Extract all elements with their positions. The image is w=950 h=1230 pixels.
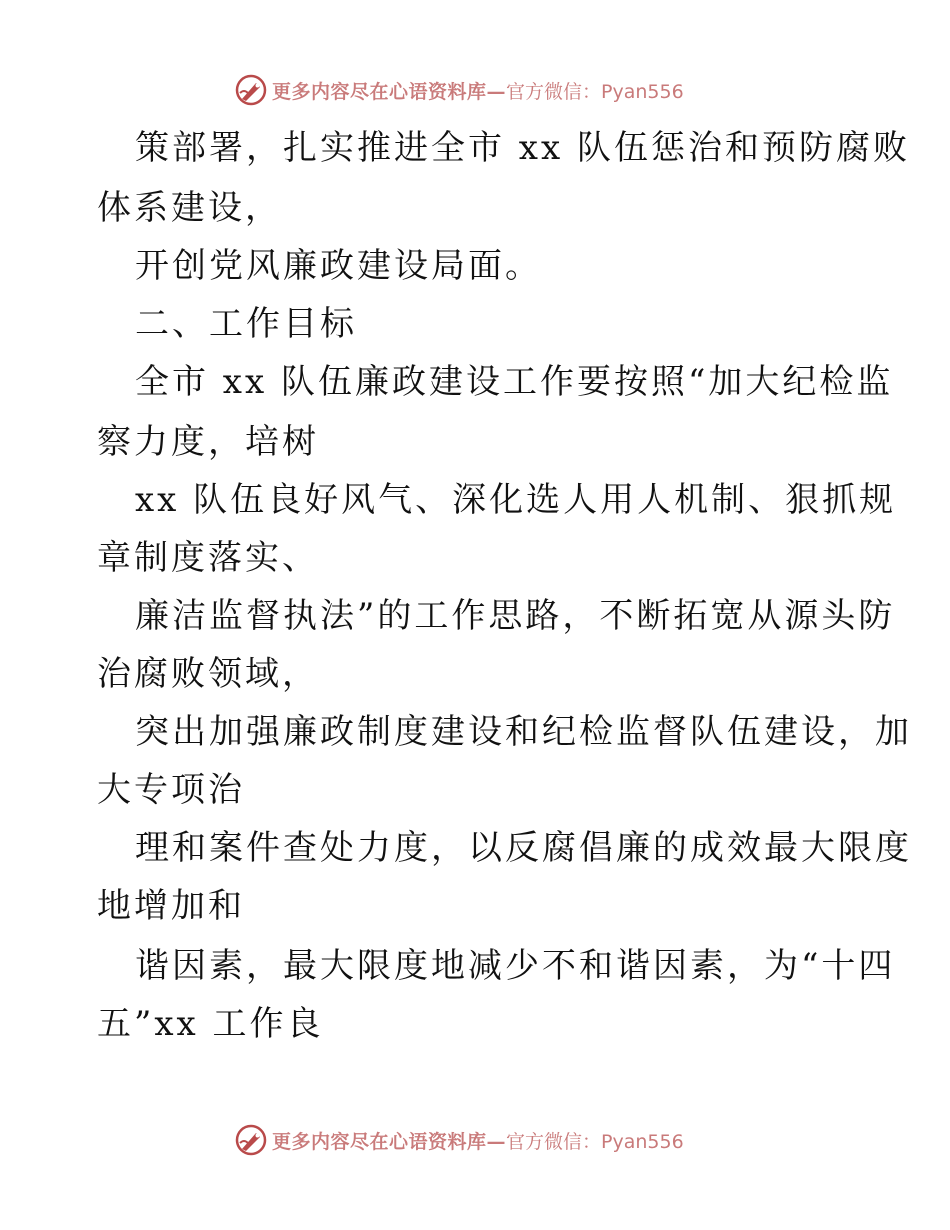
watermark-contact-text: 官方微信：Pyan556 bbox=[506, 80, 684, 103]
pen-nib-logo-icon bbox=[234, 1123, 268, 1157]
text-line: 理和案件查处力度，以反腐倡廉的成效最大限度 bbox=[135, 828, 912, 868]
watermark-contact-text: 官方微信：Pyan556 bbox=[506, 1130, 684, 1153]
text-line: 体系建设， bbox=[97, 188, 282, 228]
header-watermark-banner bbox=[234, 72, 684, 108]
watermark-brand-text: 更多内容尽在心语资料库— bbox=[272, 1130, 507, 1153]
watermark-brand-text: 更多内容尽在心语资料库— bbox=[272, 80, 507, 103]
text-line: 章制度落实、 bbox=[97, 538, 319, 578]
text-line: 谐因素，最大限度地减少不和谐因素，为“十四 bbox=[135, 946, 896, 986]
text-line: 开创党风廉政建设局面。 bbox=[135, 246, 542, 286]
text-line: 策部署，扎实推进全市 xx 队伍惩治和预防腐败 bbox=[135, 128, 910, 168]
text-line: 全市 xx 队伍廉政建设工作要按照“加大纪检监 bbox=[135, 362, 894, 402]
text-line: 五”xx 工作良 bbox=[97, 1004, 324, 1044]
text-line: 察力度，培树 bbox=[97, 422, 319, 462]
text-line: 大专项治 bbox=[97, 770, 245, 810]
text-line: 治腐败领域， bbox=[97, 654, 319, 694]
text-line: 地增加和 bbox=[97, 886, 245, 926]
text-line: xx 队伍良好风气、深化选人用人机制、狠抓规 bbox=[135, 480, 897, 520]
section-heading: 二、工作目标 bbox=[135, 304, 357, 344]
text-line: 廉洁监督执法”的工作思路，不断拓宽从源头防 bbox=[135, 596, 896, 636]
footer-watermark-banner bbox=[234, 1122, 684, 1158]
text-line: 突出加强廉政制度建设和纪检监督队伍建设，加 bbox=[135, 712, 912, 752]
pen-nib-logo-icon bbox=[234, 73, 268, 107]
